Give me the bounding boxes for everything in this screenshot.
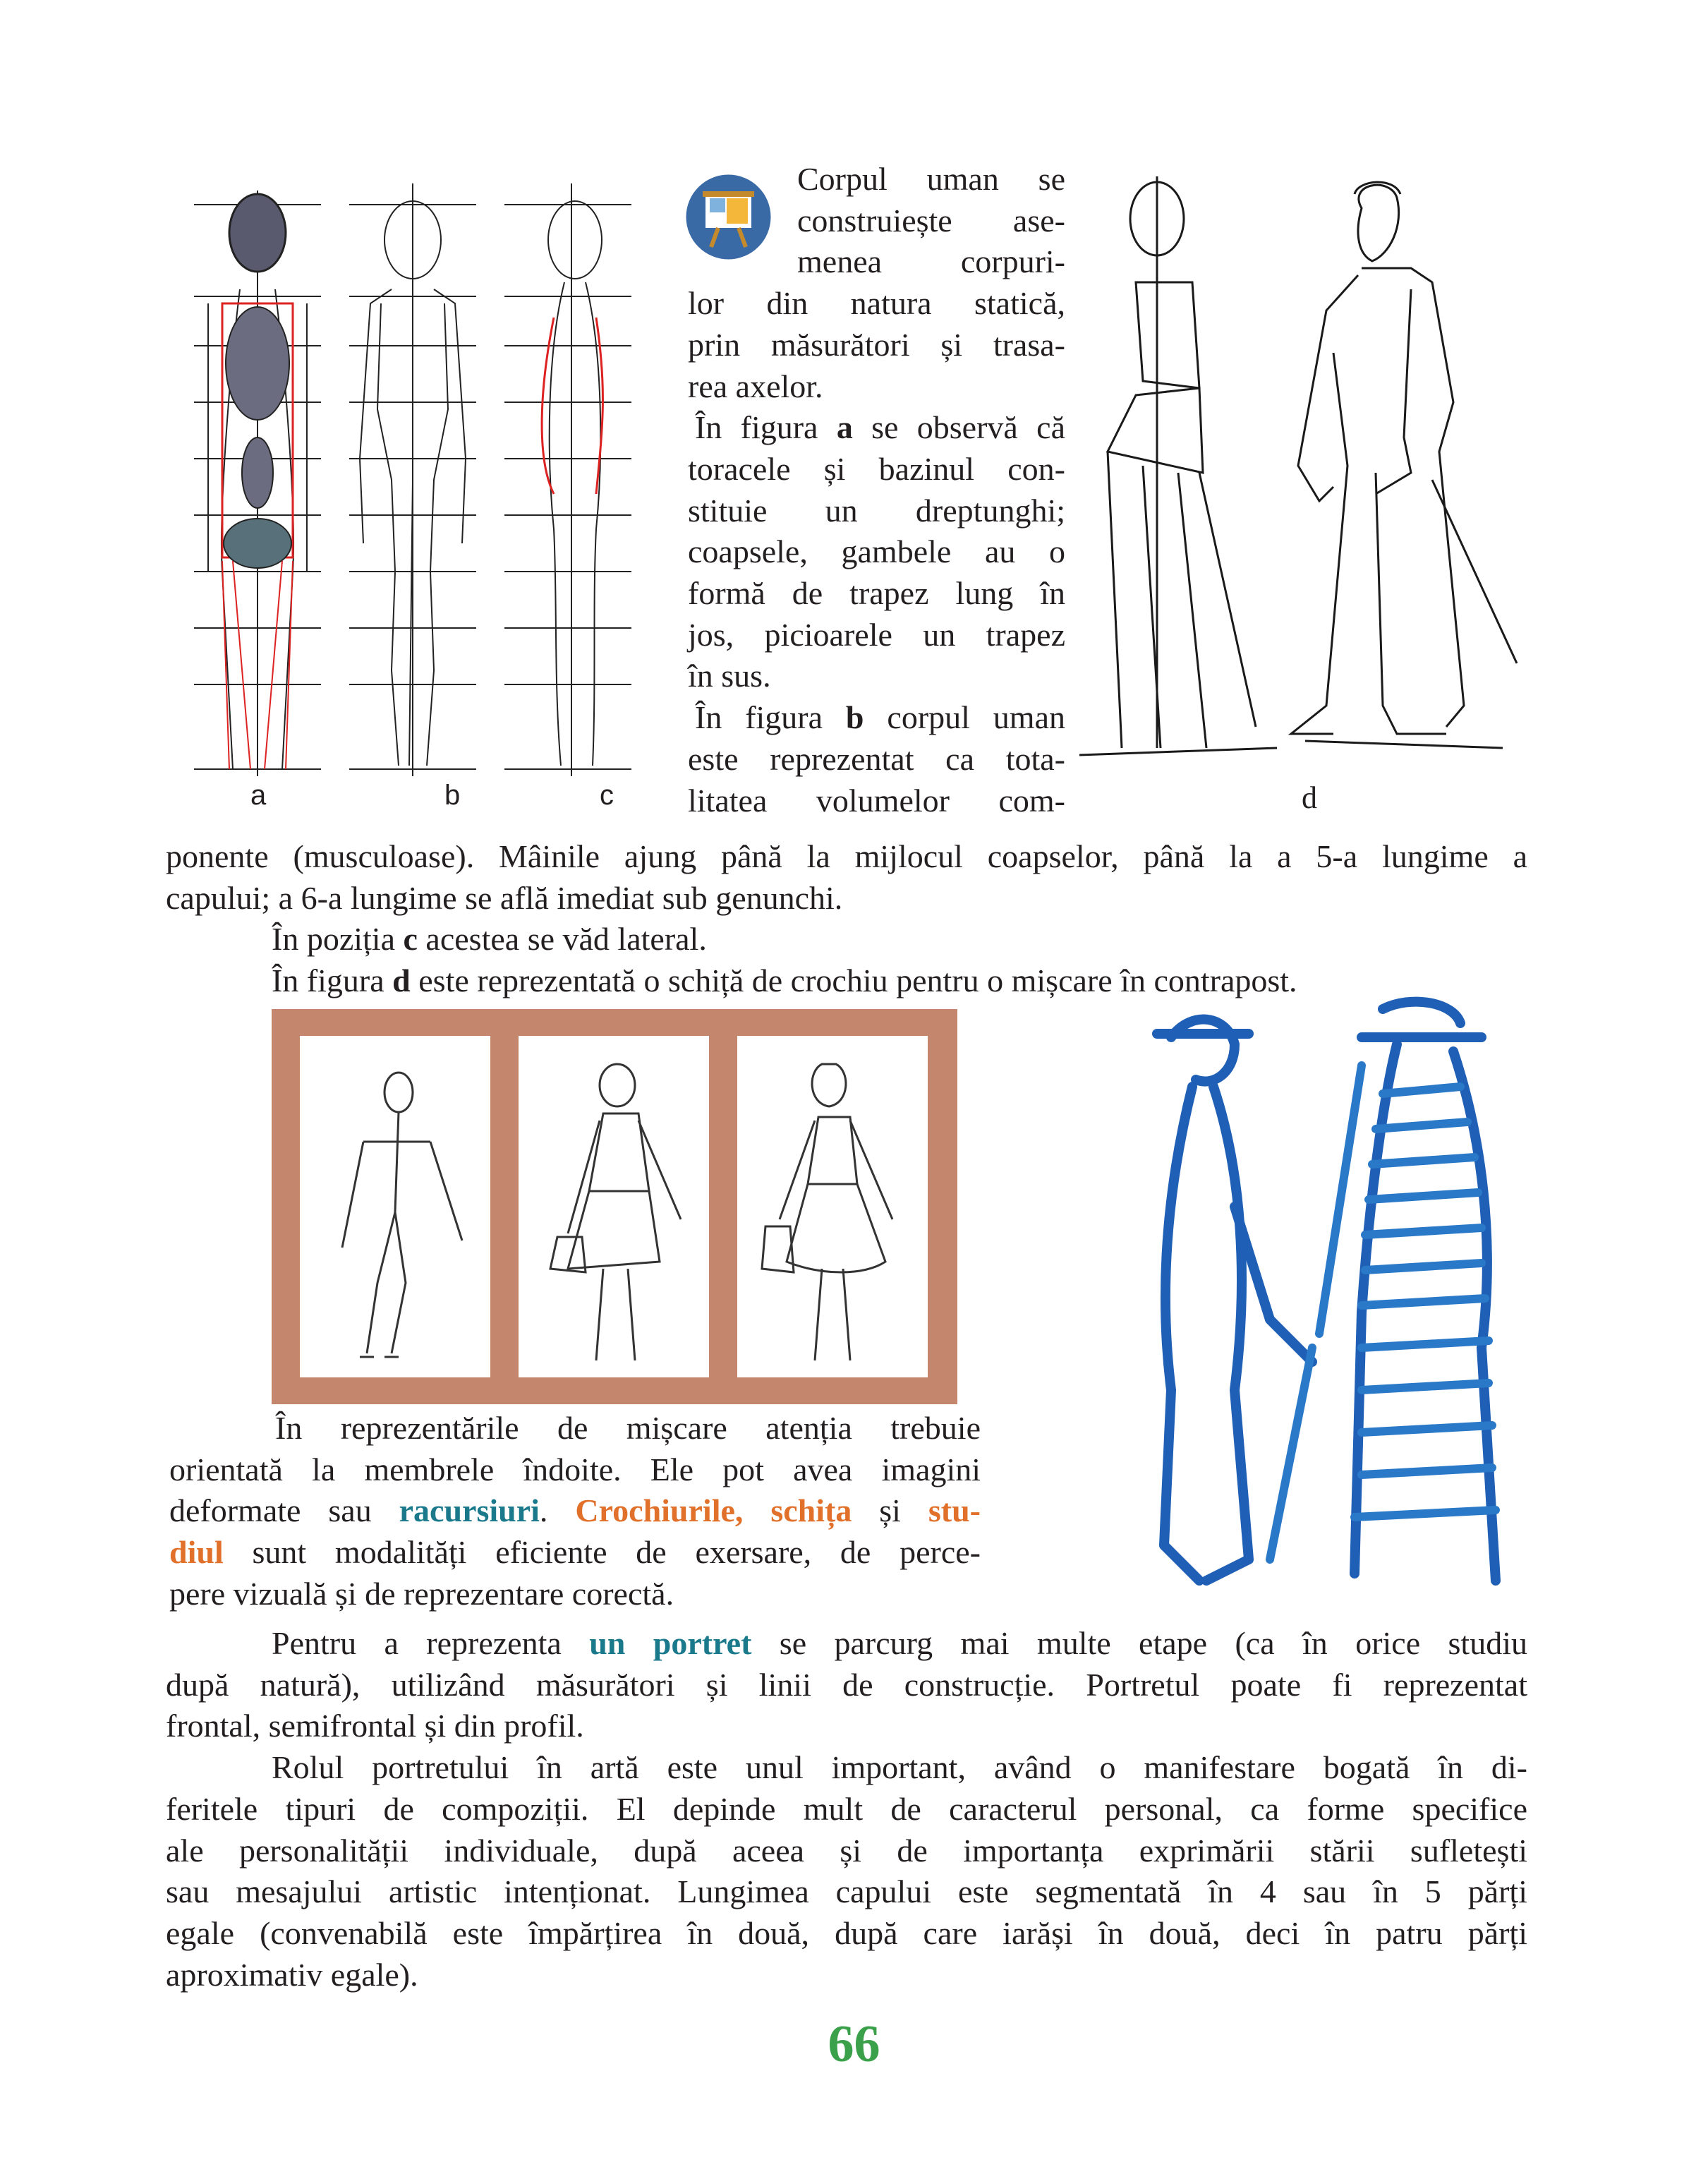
text-line: construiește ase-	[797, 202, 1065, 239]
text-line: litatea volumelor com-	[688, 782, 1065, 819]
sketch-panel-stick-figure	[300, 1036, 490, 1377]
text-line: capului; a 6-a lungime se află imediat sub genunchi.	[166, 879, 843, 916]
text-line: frontal, semifrontal și din profil.	[166, 1708, 584, 1744]
text-line: jos, picioarele un trapez	[688, 616, 1065, 653]
figure-label-c: c	[600, 780, 614, 811]
sketch-panel-figure-construction	[519, 1036, 709, 1377]
text-line: coapsele, gambele au o	[688, 533, 1065, 570]
text-line: diul sunt modalități eficiente de exersare, de perce-	[169, 1534, 981, 1571]
text-line: În figura a se observă că	[695, 409, 1065, 446]
text-line: pere vizuală și de reprezentare corectă.	[169, 1575, 674, 1612]
text-line: menea corpuri-	[797, 243, 1065, 280]
paragraph-movement	[169, 1408, 981, 1615]
figure-label-d: d	[1302, 780, 1317, 815]
text-line: ale personalității individuale, după aceea și de importanța exprimării stării sufletești	[166, 1832, 1527, 1869]
sketch-panel-woman-with-bucket	[737, 1036, 928, 1377]
figure-label-b: b	[444, 780, 461, 811]
page-number: 66	[828, 2015, 880, 2073]
text-line: rea axelor.	[688, 368, 823, 404]
text-line: sau mesajului artistic intenționat. Lungimea capului este segmentată în 4 sau în 5 părți	[166, 1873, 1527, 1910]
figure-d-contrapposto-sketch	[1079, 169, 1538, 776]
movement-sketches-frame	[272, 1009, 957, 1404]
skull-shape	[229, 194, 286, 272]
text-line: feritele tipuri de compoziții. El depinde mult de caracterul personal, ca forme specifice	[166, 1790, 1527, 1827]
text-line: în sus.	[688, 658, 771, 694]
text-line: Pentru a reprezenta un portret se parcurg mai multe etape (ca în orice studiu	[272, 1625, 1527, 1661]
text-line: deformate sau racursiuri. Crochiurile, schița și stu-	[169, 1492, 981, 1529]
text-line: În figura b corpul uman	[695, 699, 1065, 736]
text-line: lor din natura statică,	[688, 285, 1065, 322]
text-line: Rolul portretului în artă este unul important, având o manifestare bogată în di-	[272, 1749, 1527, 1786]
text-line: Corpul uman se	[797, 161, 1065, 197]
text-line: formă de trapez lung în	[688, 575, 1065, 612]
text-line: stituie un dreptunghi;	[688, 492, 1065, 529]
column-text-intro	[688, 159, 1065, 821]
text-line: ponente (musculoase). Mâinile ajung până la mijlocul coapselor, până la a 5-a lungime a	[166, 838, 1527, 874]
text-line: toracele și bazinul con-	[688, 450, 1065, 487]
text-line: aproximativ egale).	[166, 1956, 418, 1993]
text-line: În reprezentările de mișcare atenția trebuie	[275, 1410, 981, 1446]
figure-abc-proportions	[180, 176, 674, 790]
text-line: orientată la membrele îndoite. Ele pot avea imagini	[169, 1451, 981, 1487]
text-line: prin măsurători și trasa-	[688, 326, 1065, 363]
figure-label-a: a	[250, 780, 267, 811]
blue-brush-sketch-two-figures	[1129, 995, 1538, 1602]
paragraph-figure-b-c-d	[166, 836, 1527, 1002]
paragraph-portrait	[166, 1623, 1527, 1996]
text-line: În figura d este reprezentată o schiță de crochiu pentru o mișcare în contrapost.	[272, 962, 1297, 999]
text-line: În poziția c acestea se văd lateral.	[272, 921, 707, 958]
text-line: este reprezentat ca tota-	[688, 740, 1065, 777]
text-line: după natură), utilizând măsurători și linii de construcție. Portretul poate fi reprezentat	[166, 1666, 1527, 1703]
text-line: egale (convenabilă este împărțirea în două, după care iarăși în două, deci în patru părți	[166, 1914, 1527, 1951]
